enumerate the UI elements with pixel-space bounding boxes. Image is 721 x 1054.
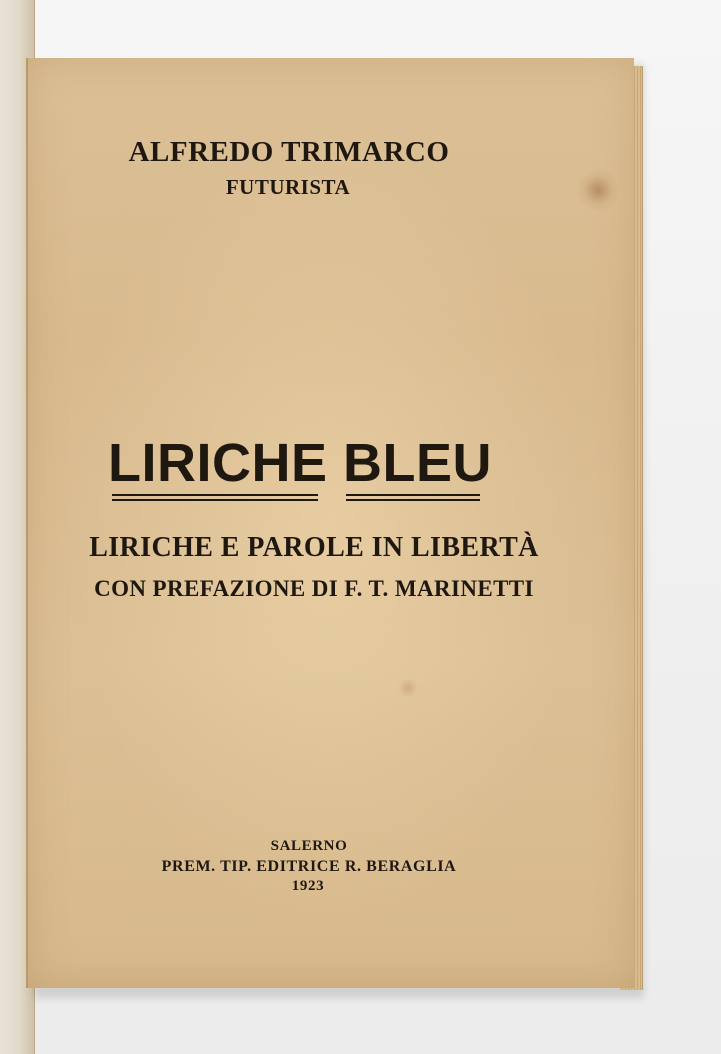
author-name: ALFREDO TRIMARCO bbox=[128, 136, 450, 168]
title-page bbox=[26, 58, 634, 988]
publication-city: SALERNO bbox=[270, 838, 348, 854]
author-tag: FUTURISTA bbox=[225, 175, 351, 199]
book-subtitle: LIRICHE E PAROLE IN LIBERTÀ bbox=[89, 532, 539, 563]
publisher-name: PREM. TIP. EDITRICE R. BERAGLIA bbox=[161, 858, 457, 875]
title-underline-left-bottom bbox=[112, 499, 318, 501]
book-title: LIRICHE BLEU bbox=[108, 433, 492, 493]
title-underline-right-bottom bbox=[346, 499, 480, 501]
preface-credit: CON PREFAZIONE DI F. T. MARINETTI bbox=[94, 576, 534, 601]
title-underline-left-top bbox=[112, 494, 318, 496]
publication-year: 1923 bbox=[291, 878, 325, 894]
title-underline-right-top bbox=[346, 494, 480, 496]
